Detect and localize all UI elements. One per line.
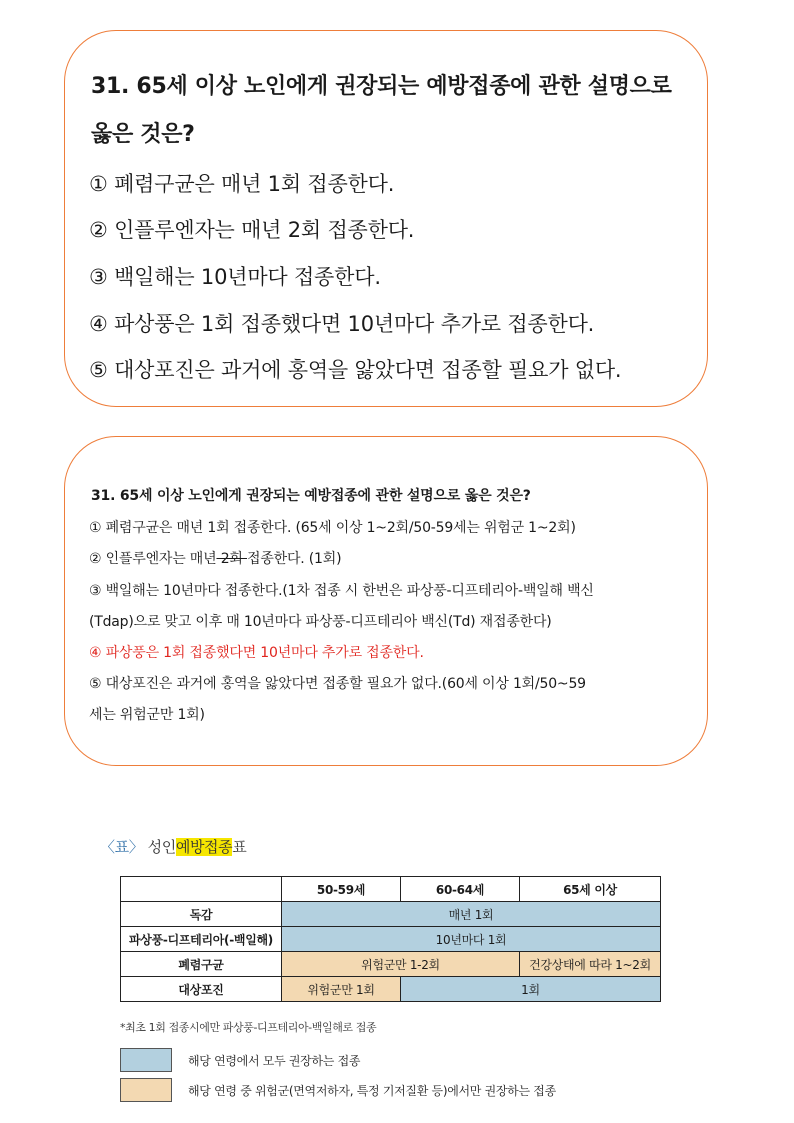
caption-bracket: 〈표〉 — [100, 838, 144, 856]
header-50-59: 50-59세 — [282, 877, 401, 902]
option-5: ⑤ 대상포진은 과거에 홍역을 앓았다면 접종할 필요가 없다. — [89, 358, 622, 382]
explanation-line-1: ① 폐렴구균은 매년 1회 접종한다. (65세 이상 1~2회/50-59세는 위험군 1~2회) — [89, 520, 576, 536]
explanation-line-4: (Tdap)으로 맞고 이후 매 10년마다 파상풍-디프테리아 백신(Td) 재접종한다) — [89, 614, 552, 630]
row-label: 폐렴구균 — [121, 952, 282, 977]
option-1: ① 폐렴구균은 매년 1회 접종한다. — [89, 172, 395, 196]
table-cell: 위험군만 1회 — [282, 977, 401, 1002]
caption-highlight: 예방접종 — [175, 838, 233, 856]
vaccination-table — [120, 876, 661, 1002]
row-label: 파상풍-디프테리아(-백일해) — [121, 927, 282, 952]
table-row — [121, 927, 661, 952]
table-row — [121, 902, 661, 927]
legend-swatch-all — [120, 1048, 172, 1072]
explanation-line-3: ③ 백일해는 10년마다 접종한다.(1차 접종 시 한번은 파상풍-디프테리아-백일해 백신 — [89, 583, 594, 599]
figure-caption — [100, 836, 246, 857]
row-label: 독감 — [121, 902, 282, 927]
option-4: ④ 파상풍은 1회 접종했다면 10년마다 추가로 접종한다. — [89, 312, 595, 336]
explanation-line-2-end: 접종한다. (1회) — [247, 551, 342, 567]
caption-post: 표 — [232, 838, 247, 856]
struck-text: 2회 — [216, 551, 247, 567]
caption-pre: 성인 — [143, 838, 176, 856]
header-empty — [121, 877, 282, 902]
option-2: ② 인플루엔자는 매년 2회 접종한다. — [89, 218, 415, 242]
explanation-title: 31. 65세 이상 노인에게 권장되는 예방접종에 관한 설명으로 옳은 것은? — [91, 488, 531, 504]
explanation-card — [64, 436, 708, 766]
table-cell: 1회 — [401, 977, 661, 1002]
table-row — [121, 952, 661, 977]
table-footnote: *최초 1회 접종시에만 파상풍-디프테리아-백일해로 접종 — [120, 1021, 377, 1034]
table-cell: 건강상태에 따라 1~2회 — [520, 952, 661, 977]
question-card — [64, 30, 708, 407]
legend-text-risk: 해당 연령 중 위험군(면역저하자, 특정 기저질환 등)에서만 권장하는 접종 — [188, 1084, 556, 1098]
option-3: ③ 백일해는 10년마다 접종한다. — [89, 265, 381, 289]
question-title-line1: 31. 65세 이상 노인에게 권장되는 예방접종에 관한 설명으로 — [91, 74, 672, 99]
table-cell: 위험군만 1-2회 — [282, 952, 520, 977]
header-65plus: 65세 이상 — [520, 877, 661, 902]
explanation-line-2-start: ② 인플루엔자는 매년 — [89, 551, 217, 567]
explanation-line-2 — [89, 548, 341, 568]
legend-swatch-risk — [120, 1078, 172, 1102]
legend-text-all: 해당 연령에서 모두 권장하는 접종 — [188, 1054, 361, 1068]
question-title-line2: 옳은 것은? — [91, 122, 195, 147]
table-cell: 매년 1회 — [282, 902, 661, 927]
table-cell: 10년마다 1회 — [282, 927, 661, 952]
table-header-row — [121, 877, 661, 902]
table-row — [121, 977, 661, 1002]
row-label: 대상포진 — [121, 977, 282, 1002]
explanation-line-6: ⑤ 대상포진은 과거에 홍역을 앓았다면 접종할 필요가 없다.(60세 이상 1회/50~59 — [89, 676, 586, 692]
correct-answer-line: ④ 파상풍은 1회 접종했다면 10년마다 추가로 접종한다. — [89, 645, 424, 661]
header-60-64: 60-64세 — [401, 877, 520, 902]
explanation-line-7: 세는 위험군만 1회) — [89, 707, 205, 723]
